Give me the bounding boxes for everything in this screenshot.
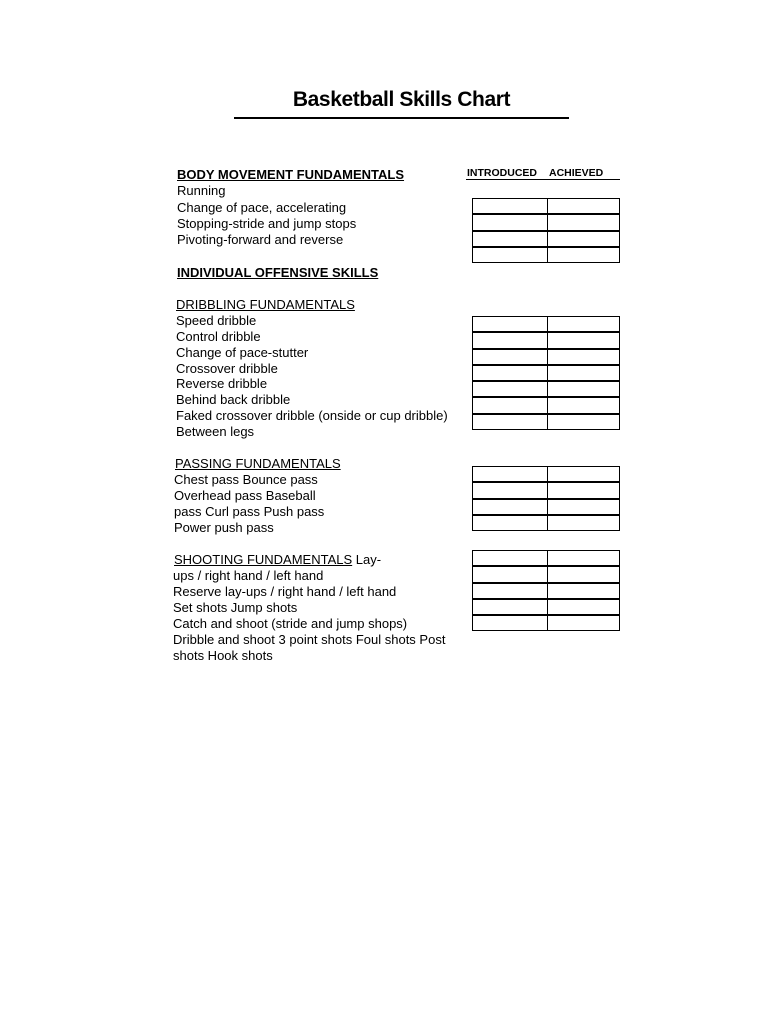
introduced-cell[interactable] — [472, 316, 548, 332]
section-heading-offensive-skills: INDIVIDUAL OFFENSIVE SKILLS — [177, 265, 379, 280]
skill-line: shots Hook shots — [173, 648, 273, 663]
grid-row — [472, 247, 620, 263]
grid-row — [472, 381, 620, 397]
achieved-cell[interactable] — [547, 365, 620, 381]
skill-line: Crossover dribble — [176, 361, 278, 376]
skill-line: Chest pass Bounce pass — [174, 472, 318, 487]
achieved-cell[interactable] — [547, 615, 620, 631]
introduced-cell[interactable] — [472, 566, 548, 582]
column-header-underline — [466, 179, 620, 180]
introduced-cell[interactable] — [472, 466, 548, 482]
introduced-cell[interactable] — [472, 231, 548, 247]
achieved-cell[interactable] — [547, 566, 620, 582]
introduced-cell[interactable] — [472, 615, 548, 631]
skill-line: Control dribble — [176, 329, 261, 344]
grid-row — [472, 414, 620, 430]
skill-line: Reverse dribble — [176, 376, 268, 391]
achieved-cell[interactable] — [547, 247, 620, 263]
skill-line: Between legs — [176, 424, 255, 439]
introduced-cell[interactable] — [472, 365, 548, 381]
page-title: Basketball Skills Chart — [292, 88, 511, 111]
achieved-cell[interactable] — [547, 316, 620, 332]
grid-row — [472, 599, 620, 615]
grid-row — [472, 482, 620, 498]
grid-row — [472, 583, 620, 599]
column-header-introduced: INTRODUCED — [467, 167, 537, 179]
skill-line: Pivoting-forward and reverse — [177, 232, 344, 247]
achieved-cell[interactable] — [547, 214, 620, 230]
skill-line: Catch and shoot (stride and jump shops) — [173, 616, 408, 631]
skill-line: Power push pass — [174, 520, 274, 535]
grid-row — [472, 466, 620, 482]
achieved-cell[interactable] — [547, 466, 620, 482]
introduced-cell[interactable] — [472, 482, 548, 498]
introduced-cell[interactable] — [472, 198, 548, 214]
section-heading-body-movement: BODY MOVEMENT FUNDAMENTALS — [177, 167, 405, 182]
column-header-achieved: ACHIEVED — [549, 167, 604, 179]
achieved-cell[interactable] — [547, 515, 620, 531]
grid-row — [472, 332, 620, 348]
grid-row — [472, 566, 620, 582]
grid-row — [472, 515, 620, 531]
section-heading-shooting-tail: Lay- — [352, 552, 382, 567]
grid-row — [472, 231, 620, 247]
achieved-cell[interactable] — [547, 414, 620, 430]
grid-row — [472, 316, 620, 332]
checkbox-grid-body-movement — [472, 198, 620, 263]
achieved-cell[interactable] — [547, 583, 620, 599]
introduced-cell[interactable] — [472, 332, 548, 348]
skill-line: Change of pace, accelerating — [177, 200, 347, 215]
section-heading-shooting-line — [174, 552, 381, 568]
achieved-cell[interactable] — [547, 550, 620, 566]
achieved-cell[interactable] — [547, 231, 620, 247]
introduced-cell[interactable] — [472, 583, 548, 599]
grid-row — [472, 499, 620, 515]
introduced-cell[interactable] — [472, 515, 548, 531]
skill-line: ups / right hand / left hand — [173, 568, 324, 583]
achieved-cell[interactable] — [547, 349, 620, 365]
skill-line: Stopping-stride and jump stops — [177, 216, 357, 231]
skill-line: Overhead pass Baseball — [174, 488, 316, 503]
introduced-cell[interactable] — [472, 550, 548, 566]
skill-line: Running — [177, 183, 226, 198]
checkbox-grid-passing — [472, 466, 620, 531]
skill-line: Change of pace-stutter — [176, 345, 309, 360]
introduced-cell[interactable] — [472, 499, 548, 515]
introduced-cell[interactable] — [472, 381, 548, 397]
introduced-cell[interactable] — [472, 397, 548, 413]
achieved-cell[interactable] — [547, 381, 620, 397]
achieved-cell[interactable] — [547, 482, 620, 498]
grid-row — [472, 365, 620, 381]
introduced-cell[interactable] — [472, 414, 548, 430]
skill-line: Faked crossover dribble (onside or cup dribble) — [176, 408, 448, 423]
checkbox-grid-dribbling — [472, 316, 620, 430]
title-underline — [234, 117, 569, 119]
achieved-cell[interactable] — [547, 198, 620, 214]
achieved-cell[interactable] — [547, 397, 620, 413]
grid-row — [472, 214, 620, 230]
checkbox-grid-shooting — [472, 550, 620, 631]
achieved-cell[interactable] — [547, 332, 620, 348]
achieved-cell[interactable] — [547, 499, 620, 515]
introduced-cell[interactable] — [472, 349, 548, 365]
grid-row — [472, 615, 620, 631]
skill-line: Speed dribble — [176, 313, 257, 328]
grid-row — [472, 198, 620, 214]
grid-row — [472, 550, 620, 566]
introduced-cell[interactable] — [472, 214, 548, 230]
skill-line: Set shots Jump shots — [173, 600, 298, 615]
section-heading-passing: PASSING FUNDAMENTALS — [175, 456, 341, 471]
achieved-cell[interactable] — [547, 599, 620, 615]
section-heading-shooting: SHOOTING FUNDAMENTALS — [174, 552, 353, 567]
section-heading-dribbling: DRIBBLING FUNDAMENTALS — [176, 297, 355, 312]
skill-line: Reserve lay-ups / right hand / left hand — [173, 584, 397, 599]
skill-line: Dribble and shoot 3 point shots Foul shots Post — [173, 632, 446, 647]
skill-line: Behind back dribble — [176, 392, 291, 407]
grid-row — [472, 349, 620, 365]
grid-row — [472, 397, 620, 413]
skill-line: pass Curl pass Push pass — [174, 504, 325, 519]
introduced-cell[interactable] — [472, 247, 548, 263]
introduced-cell[interactable] — [472, 599, 548, 615]
